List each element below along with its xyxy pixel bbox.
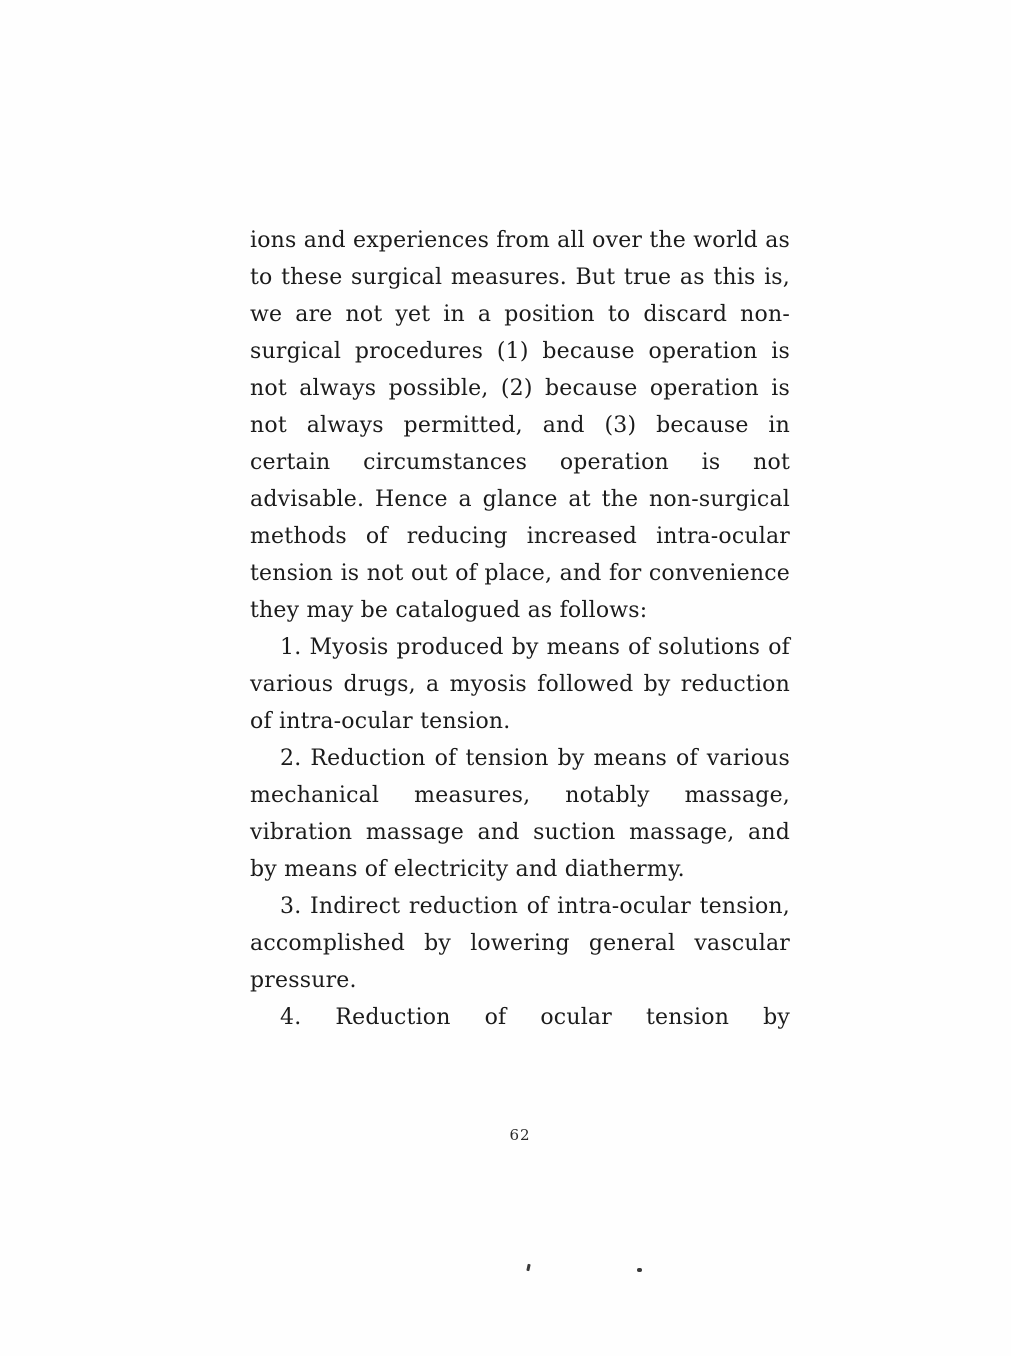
page-number: 62 xyxy=(509,1126,531,1144)
list-item-2: 2. Reduction of tension by means of various mechanical measures, notably massage, vibration massage and suction massage, and by means of electricity and diathermy. xyxy=(250,746,790,882)
text-block xyxy=(250,222,790,1036)
list-item-3: 3. Indirect reduction of intra-ocular tension, accomplished by lowering general vascular pressure. xyxy=(250,894,790,993)
scan-artifact xyxy=(637,1268,642,1272)
list-item-4: 4. Reduction of ocular tension by xyxy=(280,1005,790,1030)
paragraph-continuation: ions and experiences from all over the world as to these surgical measures. But true as this is, we are not yet in a position to discard non-surgical procedures (1) because operation is not always possible, (2) because operation is not always permitted, and (3) because in certain circumstances operation is not advisable. Hence a glance at the non-surgical methods of reducing increased intra-ocular tension is not out of place, and for convenience they may be catalogued as follows: xyxy=(250,228,790,623)
list-item-1: 1. Myosis produced by means of solutions of various drugs, a myosis followed by reduction of intra-ocular tension. xyxy=(250,635,790,734)
scan-artifact xyxy=(526,1264,530,1271)
